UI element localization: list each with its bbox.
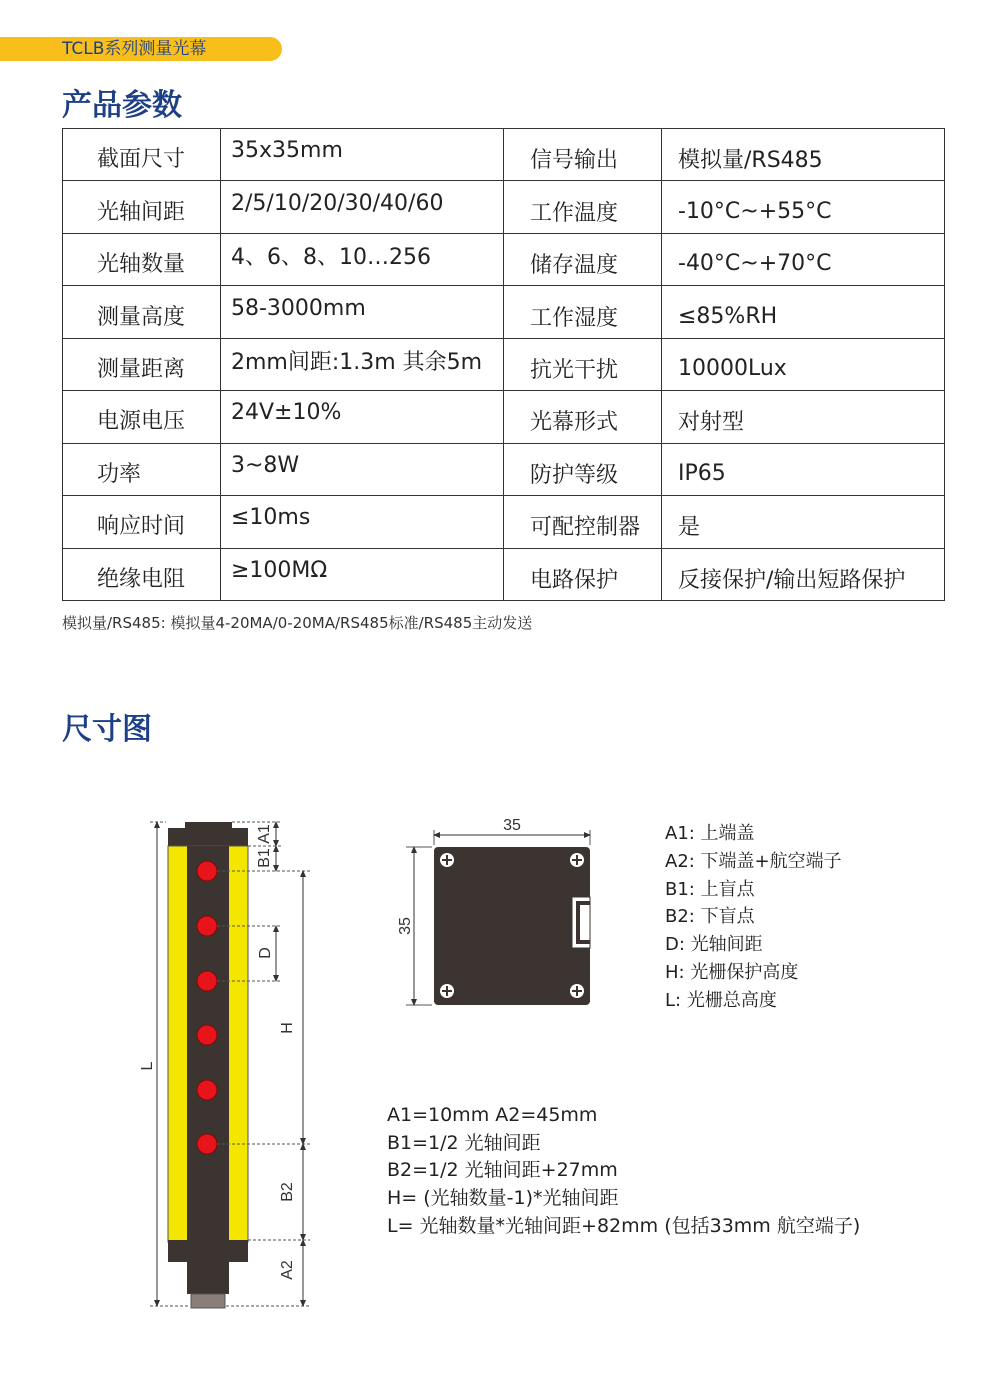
spec-key: 信号输出 [504,129,662,181]
lens [197,1025,217,1045]
dim-label-height: 35 [397,917,414,935]
spec-value: IP65 [662,443,945,495]
spec-row [63,548,945,601]
legend-item: B2: 下盲点 [665,906,755,928]
dim-label-width: 35 [503,817,521,834]
lens [197,916,217,936]
dim-label-A2: A2 [279,1260,296,1280]
spec-row [63,286,945,338]
spec-row [63,391,945,443]
spec-key: 光幕形式 [504,391,662,443]
spec-row [63,443,945,495]
spec-value: -10°C~+55°C [662,181,945,233]
spec-key: 响应时间 [63,496,221,548]
formula-line: B2=1/2 光轴间距+27mm [387,1159,618,1182]
spec-value: ≤10ms [221,496,504,548]
series-tag: TCLB系列测量光幕 [0,37,282,61]
dim-label-B2: B2 [279,1182,296,1202]
spec-value: 2/5/10/20/30/40/60 [221,181,504,233]
spec-key: 工作温度 [504,181,662,233]
spec-row [63,181,945,233]
dim-label-H: H [279,1022,296,1034]
spec-key: 抗光干扰 [504,338,662,390]
legend-item: A1: 上端盖 [665,823,755,844]
lens [197,971,217,991]
spec-key: 电路保护 [504,548,662,601]
dims-section-title: 尺寸图 [62,712,152,747]
spec-key: 光轴数量 [63,233,221,285]
spec-key: 测量距离 [63,338,221,390]
lens [197,1134,217,1154]
spec-row [63,233,945,285]
legend-item: H: 光栅保护高度 [665,961,799,983]
spec-value: 是 [662,496,945,548]
spec-key: 绝缘电阻 [63,548,221,601]
spec-value: 3~8W [221,443,504,495]
dimension-legend [665,820,842,1015]
connector-thread [191,1294,225,1308]
spec-key: 电源电压 [63,391,221,443]
formula-line: H= (光轴数量-1)*光轴间距 [387,1187,619,1210]
spec-value: -40°C~+70°C [662,233,945,285]
spec-value: 4、6、8、10…256 [221,233,504,285]
legend-item: B1: 上盲点 [665,878,755,900]
spec-key: 可配控制器 [504,496,662,548]
spec-row [63,338,945,390]
spec-value: 模拟量/RS485 [662,129,945,181]
spec-key: 光轴间距 [63,181,221,233]
spec-value: 反接保护/输出短路保护 [662,548,945,601]
dim-label-D: D [257,947,274,959]
spec-key: 截面尺寸 [63,129,221,181]
spec-key: 工作湿度 [504,286,662,338]
formula-line: A1=10mm A2=45mm [387,1104,598,1126]
legend-item: D: 光轴间距 [665,934,763,956]
spec-value: 对射型 [662,391,945,443]
spec-value: ≤85%RH [662,286,945,338]
spec-value: 35x35mm [221,129,504,181]
spec-table [62,128,945,601]
connector-body [187,1262,229,1294]
spec-value: 10000Lux [662,338,945,390]
formula-line: L= 光轴数量*光轴间距+82mm (包括33mm 航空端子) [387,1214,861,1237]
side-view-drawing [130,815,320,1315]
legend-item: L: 光栅总高度 [665,989,777,1011]
spec-value: 2mm间距:1.3m 其余5m [221,338,504,390]
spec-key: 测量高度 [63,286,221,338]
spec-row [63,496,945,548]
legend-item: A2: 下端盖+航空端子 [665,850,842,872]
spec-key: 防护等级 [504,443,662,495]
spec-row [63,129,945,181]
spec-value: 24V±10% [221,391,504,443]
dim-label-L: L [139,1061,156,1071]
params-section-title: 产品参数 [62,88,182,123]
spec-value: ≥100MΩ [221,548,504,601]
lens [197,1080,217,1100]
spec-key: 储存温度 [504,233,662,285]
spec-footnote: 模拟量/RS485: 模拟量4-20MA/0-20MA/RS485标准/RS485主动发送 [62,614,533,632]
bottom-end-cap [168,1240,248,1262]
formula-line: B1=1/2 光轴间距 [387,1131,541,1154]
dimension-formulas [387,1102,860,1241]
lens [197,861,217,881]
cross-section-drawing [385,810,605,1010]
cross-section-body [434,847,590,1005]
spec-value: 58-3000mm [221,286,504,338]
dim-label-B1: B1 [256,848,273,868]
top-cap-wide [168,828,248,846]
spec-key: 功率 [63,443,221,495]
dim-label-A1: A1 [256,824,273,844]
